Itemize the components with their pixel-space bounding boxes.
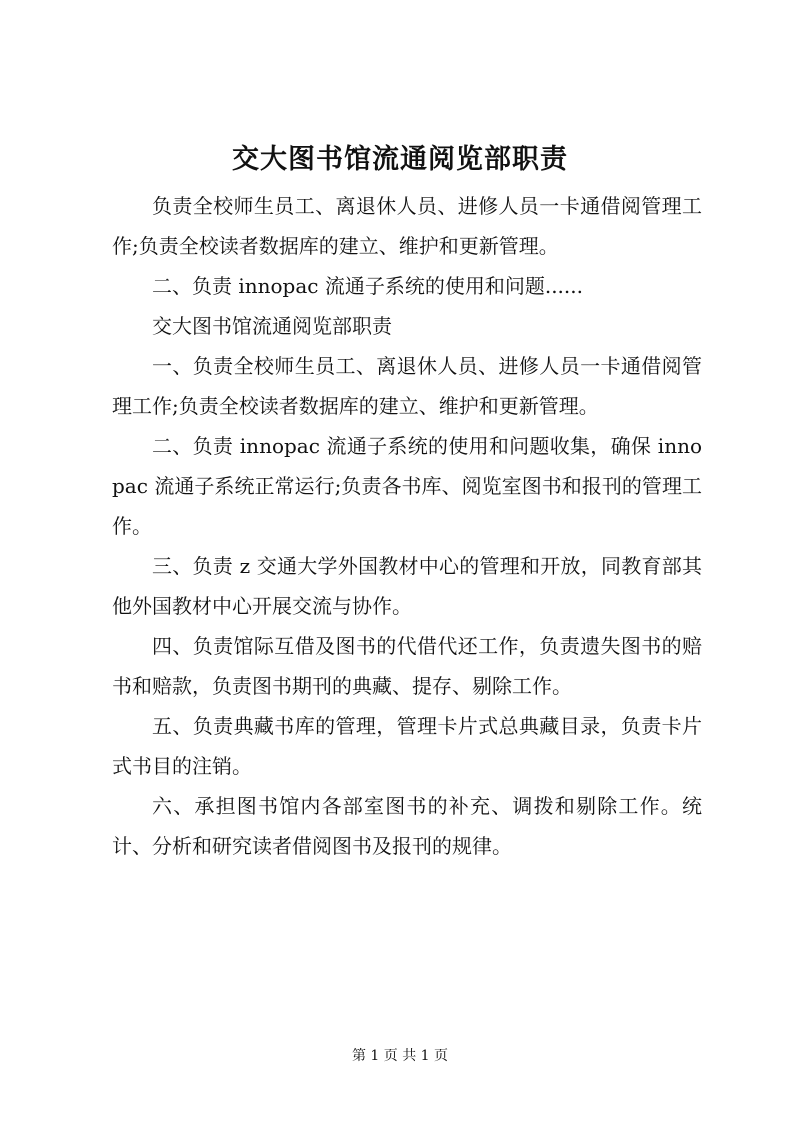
paragraph-item-4: 四、负责馆际互借及图书的代借代还工作，负责遗失图书的赔书和赔款，负责图书期刊的典藏、提存、剔除工作。: [112, 634, 702, 698]
paragraph-item-5: 五、负责典藏书库的管理，管理卡片式总典藏目录，负责卡片式书目的注销。: [112, 714, 702, 778]
page-footer: [0, 1046, 800, 1066]
paragraph-item-1: 一、负责全校师生员工、离退休人员、进修人员一卡通借阅管理工作;负责全校读者数据库的建立、维护和更新管理。: [112, 354, 702, 418]
paragraph-item-2: 二、负责 innopac 流通子系统的使用和问题收集，确保 innopac 流通子系统正常运行;负责各书库、阅览室图书和报刊的管理工作。: [112, 434, 702, 538]
page-number: 第 1 页 共 1 页: [351, 1048, 449, 1064]
section-heading: 交大图书馆流通阅览部职责: [152, 314, 392, 338]
document-body: [112, 186, 702, 866]
paragraph-summary-item-2: 二、负责 innopac 流通子系统的使用和问题......: [152, 274, 583, 298]
paragraph-item-3: 三、负责 z 交通大学外国教材中心的管理和开放，同教育部其他外国教材中心开展交流与协作。: [112, 554, 702, 618]
paragraph-item-6: 六、承担图书馆内各部室图书的补充、调拨和剔除工作。统计、分析和研究读者借阅图书及报刊的规律。: [112, 794, 702, 858]
document-title: 交大图书馆流通阅览部职责: [232, 144, 568, 175]
paragraph-intro: 负责全校师生员工、离退休人员、进修人员一卡通借阅管理工作;负责全校读者数据库的建立、维护和更新管理。: [112, 194, 702, 258]
